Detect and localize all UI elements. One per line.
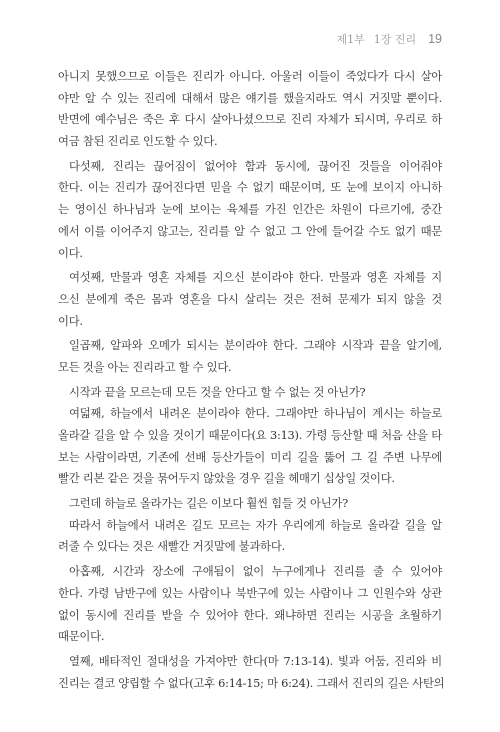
- text-line: 따라서 하늘에서 내려온 길도 모르는 자가 우리에게 하늘로 올라갈 길을 알: [69, 517, 442, 532]
- text-line: 일곱째, 알파와 오메가 되시는 분이라야 한다. 그래야 시작과 끝을 알기에,: [69, 338, 442, 353]
- text-line: 빨간 리본 같은 것을 묶어두지 않았을 경우 길을 헤매기 십상일 것이다.: [58, 471, 395, 486]
- text-line: 보는 사람이라면, 기존에 선배 등산가들이 미리 길을 뚫어 그 길 주변 나무에: [58, 449, 442, 464]
- running-header: [0, 31, 442, 47]
- text-line: 여섯째, 만물과 영혼 자체를 지으신 분이라야 한다. 만물과 영혼 자체를 지: [69, 270, 442, 285]
- text-line: 는 영이신 하나님과 눈에 보이는 육체를 가진 인간은 차원이 다르기에, 중간: [58, 202, 442, 217]
- text-line: 에서 이를 이어주지 않고는, 진리를 알 수 없고 그 안에 들어갈 수도 없기 때문: [58, 223, 442, 238]
- text-line: 다섯째, 진리는 끊어짐이 없어야 함과 동시에, 끊어진 것들을 이어줘야: [69, 158, 442, 173]
- text-line: 아니지 못했으므로 이들은 진리가 아니다. 아울러 이들이 죽었다가 다시 살아: [58, 69, 442, 83]
- text-line: 올라갈 길을 알 수 있을 것이기 때문이다(요 3:13). 가령 등산할 때 처음 산을 타: [58, 428, 442, 442]
- text-line: 려줄 수 있다는 것은 새빨간 거짓말에 불과하다.: [58, 539, 285, 554]
- text-line: 여금 참된 진리로 인도할 수 있다.: [58, 134, 218, 149]
- text-line: 없이 동시에 진리를 받을 수 있어야 한다. 왜냐하면 진리는 시공을 초월하기: [58, 607, 442, 622]
- text-line: 한다. 가령 남반구에 있는 사람이나 북반구에 있는 사람이나 그 인원수와 상관: [58, 585, 442, 600]
- text-line: 여덟째, 하늘에서 내려온 분이라야 한다. 그래야만 하나님이 계시는 하늘로: [69, 406, 442, 421]
- text-line: 반면에 예수님은 죽은 후 다시 살아나셨으므로 진리 자체가 되시며, 우리로 하: [58, 112, 442, 127]
- text-line: 시작과 끝을 모르는데 모든 것을 안다고 할 수 없는 것 아닌가?: [69, 384, 366, 399]
- text-line: 야만 알 수 있는 진리에 대해서 많은 얘기를 했을지라도 역시 거짓말 뿐이다.: [58, 90, 442, 105]
- text-line: 진리는 결코 양립할 수 없다(고후 6:14-15; 마 6:24). 그래서 진리의 길은 사탄의: [58, 675, 445, 690]
- text-line: 한다. 이는 진리가 끊어진다면 믿을 수 없기 때문이며, 또 눈에 보이지 아니하: [58, 180, 442, 195]
- body-text: [58, 66, 445, 694]
- part-label: 제1부: [336, 33, 365, 46]
- text-line: 이다.: [58, 313, 83, 328]
- text-line: 때문이다.: [58, 629, 105, 644]
- text-line: 그런데 하늘로 올라가는 길은 이보다 훨씬 힘들 것 아닌가?: [69, 496, 348, 511]
- text-line: 아홉째, 시간과 장소에 구애됨이 없이 누구에게나 진리를 줄 수 있어야: [69, 564, 442, 579]
- page-number: 19: [428, 32, 442, 46]
- text-line: 열째, 배타적인 절대성을 가져야만 한다(마 7:13-14). 빛과 어둠, 진리와 비: [69, 653, 442, 668]
- text-line: 으신 분에게 죽은 몸과 영혼을 다시 살리는 것은 전혀 문제가 되지 않을 것: [58, 291, 442, 306]
- chapter-label: 1장 진리: [373, 33, 417, 46]
- text-line: 이다.: [58, 245, 83, 260]
- text-line: 모든 것을 아는 진리라고 할 수 있다.: [58, 359, 232, 374]
